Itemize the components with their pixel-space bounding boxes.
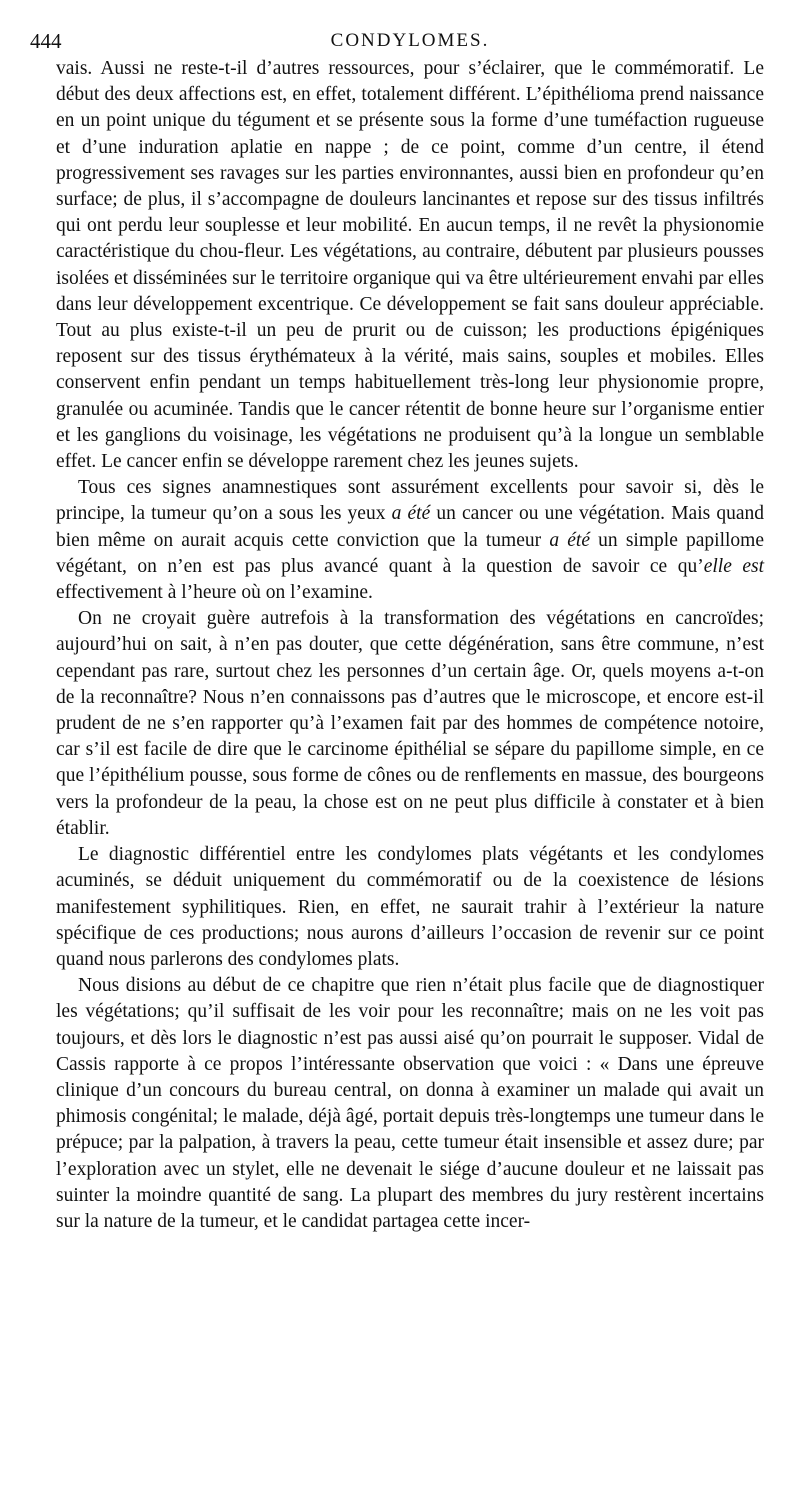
text-run: vais. Aussi ne reste-t-il d’autres ressources, pour s’éclairer, que le commémoratif. Le début des deux affections est, en effet, totalement différent. L’épithélioma prend naissance en un point unique du tégument et se présente sous la forme d’une tuméfaction rugueuse et d’une induration aplatie en nappe ; de ce point, comme d’un centre, il étend progressivement ses ravages sur les parties environnantes, aussi bien en profondeur qu’en surface; de plus, il s’accompagne de douleurs lancinantes et repose sur des tissus infiltrés qui ont perdu leur souplesse et leur mobilité. En aucun temps, il ne revêt la physionomie caractéristique du chou-fleur. Les végétations, au contraire, débutent par plusieurs pousses isolées et disséminées sur le territoire organique qui va être ultérieurement envahi par elles dans leur développement excentrique. Ce développement se fait sans douleur appréciable. Tout au plus existe-t-il un peu de prurit ou de cuisson; les productions épigéniques reposent sur des tissus érythémateux à la vérité, mais sains, souples et mobiles. Elles conservent enfin pendant un temps habituellement très-long leur physionomie propre, granulée ou acuminée. Tandis que le cancer rétentit de bonne heure sur l’organisme entier et les ganglions du voisinage, les végétations ne produisent qu’à la longue un semblable effet. Le cancer enfin se développe rarement chez les jeunes sujets.: [56, 58, 764, 473]
text-run: un cancer ou une végétation. Mais quand bien même on aurait acquis cette conviction que la tumeur: [56, 503, 764, 551]
italic-text: elle est: [703, 555, 764, 577]
text-run: effectivement à l’heure où on l’examine.: [56, 582, 373, 604]
italic-text: a été: [391, 503, 431, 525]
running-header: [30, 26, 764, 56]
text-run: Nous disions au début de ce chapitre que rien n’était plus facile que de diagnostiquer les végétations; qu’il suffisait de les voir pour les reconnaître; mais on ne les voit pas toujours, et dès lors le diagnostic n’est pas aussi aisé qu’on pourrait le supposer. Vidal de Cassis rapporte à ce propos l’intéressante observation que voici : « Dans une épreuve clinique d’un concours du bureau central, on donna à examiner un malade qui avait un phimosis congénital; le malade, déjà âgé, portait depuis très-longtemps une tumeur dans le prépuce; par la palpation, à travers la peau, cette tumeur était insensible et assez dure; par l’exploration avec un stylet, elle ne devenait le siége d’aucune douleur et ne laissait pas suinter la moindre quantité de sang. La plupart des membres du jury restèrent incertains sur la nature de la tumeur, et le candidat partagea cette incer-: [56, 975, 764, 1232]
paragraph: [56, 56, 764, 475]
paragraph: [56, 606, 764, 842]
book-page: [30, 26, 765, 1235]
running-title: CONDYLOMES.: [330, 30, 490, 51]
text-run: Le diagnostic différentiel entre les condylomes plats végétants et les condylomes acuminés, se déduit uniquement du commémoratif ou de la coexistence de lésions manifestement syphilitiques. Rien, en effet, ne saurait trahir à l’extérieur la nature spécifique de ces productions; nous aurons d’ailleurs l’occasion de revenir sur ce point quand nous parlerons des condylomes plats.: [56, 844, 764, 970]
paragraph: [56, 475, 764, 606]
page-number: 444: [30, 29, 62, 53]
italic-text: a été: [549, 529, 590, 551]
text-run: un simple papillome végétant, on n’en est pas plus avancé quant à la question de savoir ce qu’: [56, 529, 765, 577]
body-text: [56, 56, 764, 1235]
paragraph: [56, 842, 764, 973]
paragraph: [56, 973, 764, 1235]
text-run: Tous ces signes anamnestiques sont assurément excellents pour savoir si, dès le principe, la tumeur qu’on a sous les yeux: [56, 477, 764, 525]
text-run: On ne croyait guère autrefois à la transformation des végétations en cancroïdes; aujourd’hui on sait, à n’en pas douter, que cette dégénération, sans être commune, n’est cependant pas rare, surtout chez les personnes d’un certain âge. Or, quels moyens a-t-on de la reconnaître? Nous n’en connaissons pas d’autres que le microscope, et encore est-il prudent de ne s’en rapporter qu’à l’examen fait par des hommes de compétence notoire, car s’il est facile de dire que le carcinome épithélial se sépare du papillome simple, en ce que l’épithélium pousse, sous forme de cônes ou de renflements en massue, des bourgeons vers la profondeur de la peau, la chose est on ne peut plus difficile à constater et à bien établir.: [56, 608, 764, 839]
